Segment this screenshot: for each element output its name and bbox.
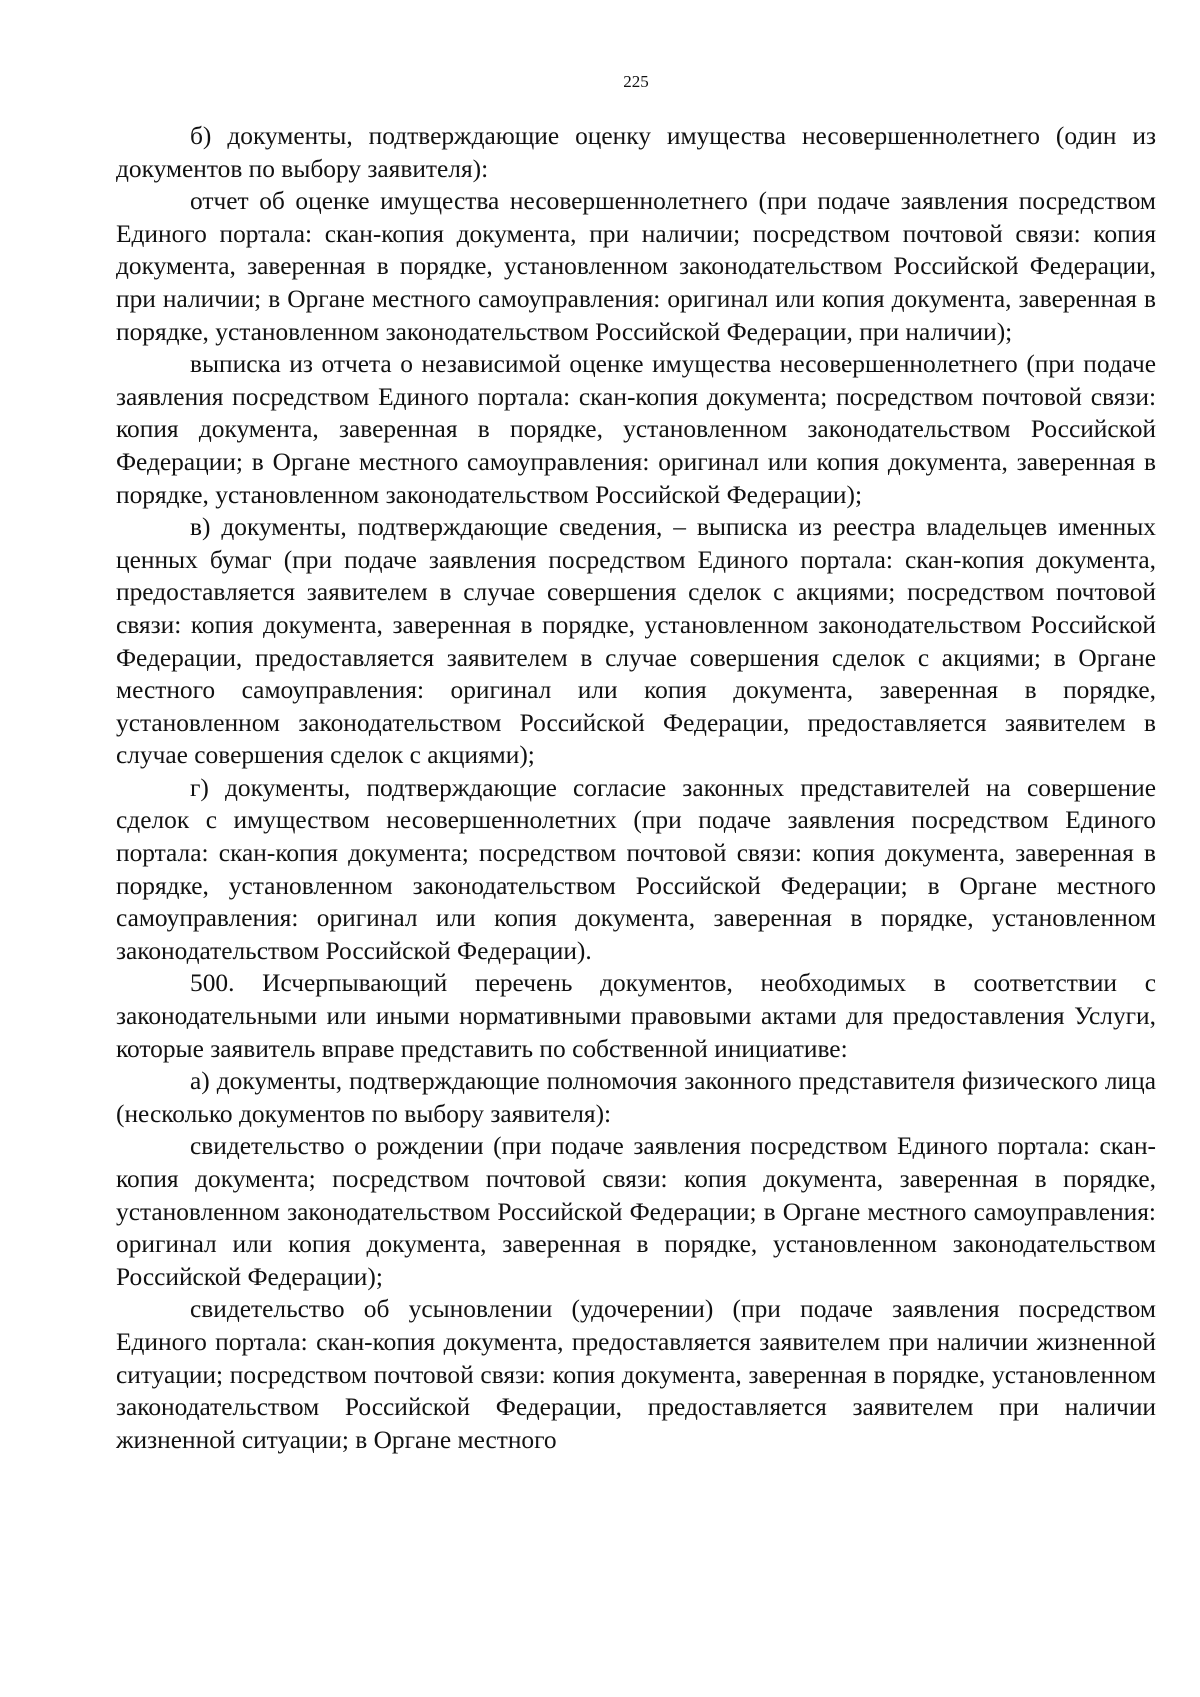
paragraph-birth-certificate: свидетельство о рождении (при подаче заявления посредством Единого портала: скан-копия документа; посредством почтовой связи: копия документа, заверенная в порядке, установленном законодательством Российской Федерации; в Органе местного самоуправления: оригинал или копия документа, заверенная в порядке, установленном законодательством Российской Федерации);	[116, 1132, 1156, 1291]
paragraph-a-representative-authority: а) документы, подтверждающие полномочия законного представителя физического лица (несколько документов по выбору заявителя):	[116, 1067, 1156, 1128]
paragraph-adoption-certificate: свидетельство об усыновлении (удочерении) (при подаче заявления посредством Единого портала: скан-копия документа, предоставляется заявителем при наличии жизненной ситуации; посредством почтовой связи: копия документа, заверенная в порядке, установленном законодательством Российской Федерации, предоставляется заявителем при наличии жизненной ситуации; в Органе местного	[116, 1295, 1156, 1454]
paragraph-valuation-report: отчет об оценке имущества несовершеннолетнего (при подаче заявления посредством Единого портала: скан-копия документа, при наличии; посредством почтовой связи: копия документа, заверенная в порядке, установленном законодательством Российской Федерации, при наличии; в Органе местного самоуправления: оригинал или копия документа, заверенная в порядке, установленном законодательством Российской Федерации, при наличии);	[116, 187, 1156, 346]
paragraph-b-valuation-documents: б) документы, подтверждающие оценку имущества несовершеннолетнего (один из документов по выбору заявителя):	[116, 122, 1156, 183]
document-body	[116, 120, 1156, 1456]
paragraph-independent-valuation-extract: выписка из отчета о независимой оценке имущества несовершеннолетнего (при подаче заявления посредством Единого портала: скан-копия документа; посредством почтовой связи: копия документа, заверенная в порядке, установленном законодательством Российской Федерации; в Органе местного самоуправления: оригинал или копия документа, заверенная в порядке, установленном законодательством Российской Федерации);	[116, 350, 1156, 509]
page-number: 225	[623, 72, 649, 91]
paragraph-g-consent-documents: г) документы, подтверждающие согласие законных представителей на совершение сделок с имуществом несовершеннолетних (при подаче заявления посредством Единого портала: скан-копия документа; посредством почтовой связи: копия документа, заверенная в порядке, установленном законодательством Российской Федерации; в Органе местного самоуправления: оригинал или копия документа, заверенная в порядке, установленном законодательством Российской Федерации).	[116, 773, 1156, 965]
paragraph-v-securities-register-extract: в) документы, подтверждающие сведения, – выписка из реестра владельцев именных ценных бумаг (при подаче заявления посредством Единого портала: скан-копия документа, предоставляется заявителем в случае совершения сделок с акциями; посредством почтовой связи: копия документа, заверенная в порядке, установленном законодательством Российской Федерации, предоставляется заявителем в случае совершения сделок с акциями; в Органе местного самоуправления: оригинал или копия документа, заверенная в порядке, установленном законодательством Российской Федерации, предоставляется заявителем в случае совершения сделок с акциями);	[116, 513, 1156, 770]
paragraph-500-exhaustive-list: 500. Исчерпывающий перечень документов, необходимых в соответствии с законодательными или иными нормативными правовыми актами для предоставления Услуги, которые заявитель вправе представить по собственной инициативе:	[116, 969, 1156, 1063]
